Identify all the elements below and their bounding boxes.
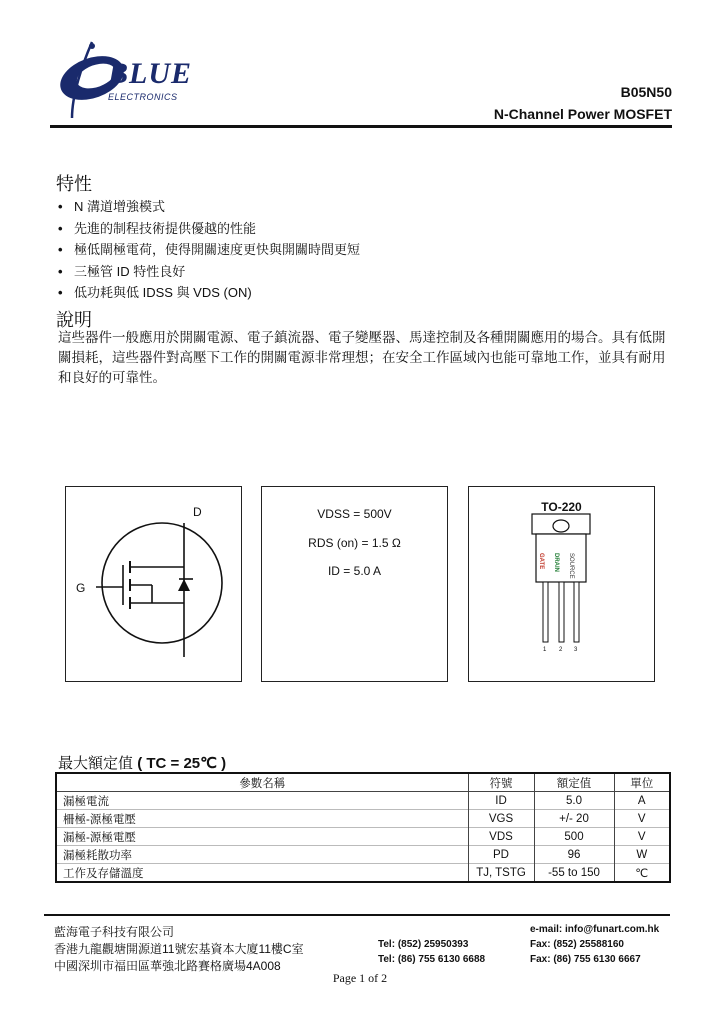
header-parameter: 參數名稱 — [56, 773, 468, 792]
features-list — [58, 196, 360, 304]
feature-item: • 三極管 ID 特性良好 — [58, 261, 360, 283]
tel-cn: Tel: (86) 755 6130 6688 — [378, 954, 486, 965]
row-symbol: VGS — [468, 810, 534, 828]
row-symbol: ID — [468, 792, 534, 810]
table-row — [56, 810, 670, 828]
table-row — [56, 846, 670, 864]
mosfet-symbol-icon — [66, 487, 241, 681]
pin-label-drain: DRAIN — [553, 553, 559, 572]
key-specs-box — [261, 486, 448, 682]
row-value: -55 to 150 — [534, 864, 614, 883]
table-row — [56, 828, 670, 846]
company-name: 藍海電子科技有限公司 — [54, 925, 175, 939]
row-parameter: 漏極-源極電壓 — [56, 828, 468, 846]
pin-label-gate: GATE — [538, 553, 544, 570]
spec-id: ID = 5.0 A — [327, 564, 382, 578]
feature-item: • 先進的制程技術提供優越的性能 — [58, 218, 360, 240]
row-value: 500 — [534, 828, 614, 846]
gate-label: G — [76, 581, 86, 595]
max-ratings-table — [55, 772, 671, 883]
row-parameter: 柵極-源極電壓 — [56, 810, 468, 828]
tel-hk: Tel: (852) 25950393 — [378, 939, 469, 950]
fax-hk: Fax: (852) 25588160 — [530, 939, 624, 950]
feature-item: • N 溝道增強模式 — [58, 196, 360, 218]
row-symbol: VDS — [468, 828, 534, 846]
row-symbol: PD — [468, 846, 534, 864]
description-text: 這些器件一般應用於開關電源、電子鎮流器、電子變壓器、馬達控制及各種開關應用的場合。具有低開關損耗，這些器件對高壓下工作的開關電源非常理想；在安全工作區域內也能可靠地工作，並具有耐用和良好的可靠性。 — [58, 330, 666, 385]
pin-number-2: 2 — [559, 647, 563, 653]
ratings-title — [58, 752, 226, 773]
schematic-box — [65, 486, 242, 682]
description-title: 說明 — [56, 310, 92, 331]
row-symbol: TJ, TSTG — [468, 864, 534, 883]
header-value: 額定值 — [534, 773, 614, 792]
fax-cn: Fax: (86) 755 6130 6667 — [530, 954, 641, 965]
feature-item: • 極低閘極電荷，使得開關速度更快與開關時間更短 — [58, 239, 360, 261]
brand-name: BLUE — [108, 57, 193, 90]
drain-label: D — [193, 505, 202, 519]
header-divider — [50, 125, 672, 128]
page-number: Page 1 of 2 — [332, 971, 388, 985]
row-unit: A — [614, 792, 670, 810]
spec-rds-on: RDS (on) = 1.5 Ω — [308, 536, 401, 550]
package-box — [468, 486, 655, 682]
row-unit: ℃ — [614, 864, 670, 883]
ratings-title-condition: ( TC = 25℃ ) — [137, 755, 227, 772]
header-unit: 單位 — [614, 773, 670, 792]
part-number: B05N50 — [620, 84, 672, 100]
footer-divider — [44, 914, 670, 916]
spec-vdss: VDSS = 500V — [317, 507, 392, 521]
pin-number-1: 1 — [543, 647, 547, 653]
ratings-title-cn: 最大額定值 — [58, 755, 134, 772]
table-row — [56, 864, 670, 883]
row-unit: V — [614, 810, 670, 828]
contact-email[interactable]: e-mail: info@funart.com.hk — [530, 924, 660, 935]
row-value: 5.0 — [534, 792, 614, 810]
row-parameter: 工作及存儲溫度 — [56, 864, 468, 883]
row-value: +/- 20 — [534, 810, 614, 828]
table-row — [56, 792, 670, 810]
brand-subtitle: ELECTRONICS — [108, 92, 178, 102]
row-unit: V — [614, 828, 670, 846]
address-sz: 中國深圳市福田區華強北路賽格廣場4A008 — [54, 959, 281, 973]
feature-item: • 低功耗與低 IDSS 與 VDS (ON) — [58, 282, 360, 304]
table-header-row — [56, 773, 670, 792]
row-unit: W — [614, 846, 670, 864]
package-title: TO-220 — [541, 500, 582, 514]
row-parameter: 漏極耗散功率 — [56, 846, 468, 864]
header-symbol: 符號 — [468, 773, 534, 792]
row-value: 96 — [534, 846, 614, 864]
row-parameter: 漏極電流 — [56, 792, 468, 810]
address-hk: 香港九龍觀塘開源道11號宏基資本大廈11樓C室 — [54, 942, 304, 956]
pin-number-3: 3 — [574, 647, 578, 653]
features-title: 特性 — [56, 174, 92, 195]
pin-label-source: SOURCE — [568, 553, 574, 579]
part-description: N-Channel Power MOSFET — [493, 106, 672, 122]
